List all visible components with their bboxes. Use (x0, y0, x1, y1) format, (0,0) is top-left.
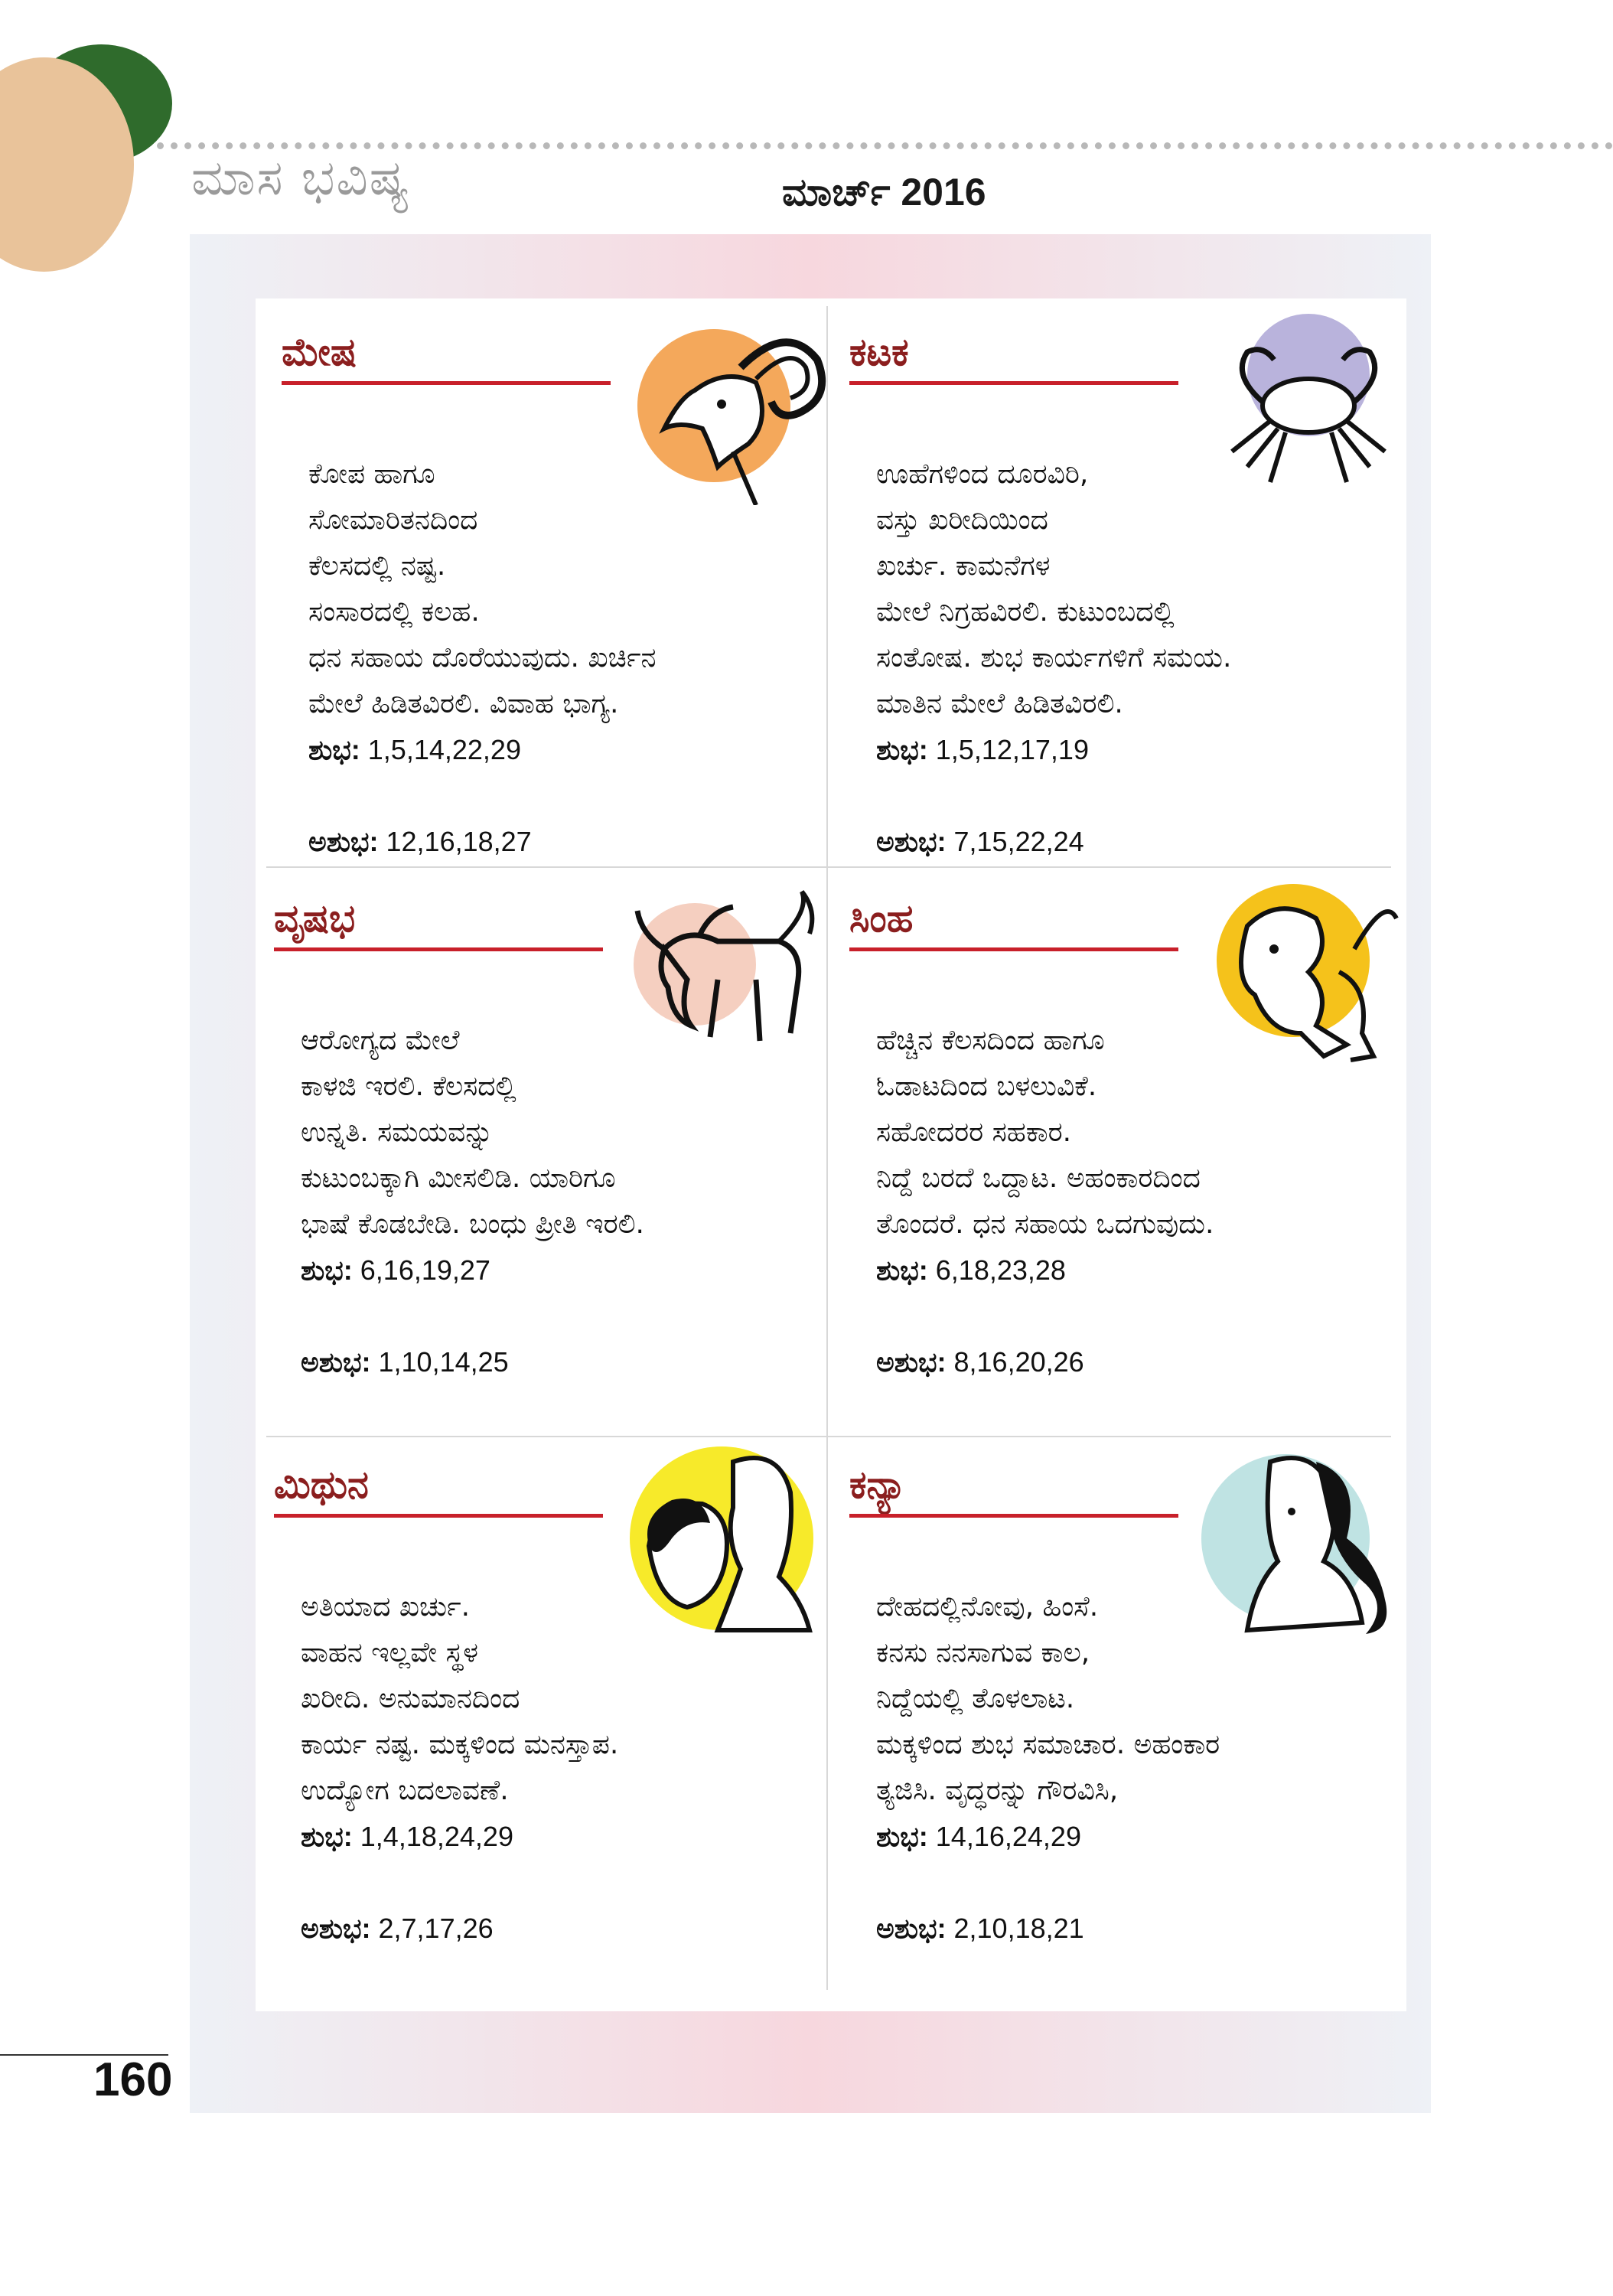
sign-rule (849, 1514, 1178, 1518)
sign-name: ಸಿಂಹ (849, 895, 914, 941)
sign-name: ಕಟಕ (849, 329, 909, 374)
sign-name: ಮೇಷ (282, 329, 357, 374)
sign-rule (274, 947, 603, 951)
sign-card-kanya (849, 1446, 1400, 1944)
good-days: ಶುಭ: 6,16,19,27 (301, 1254, 490, 1286)
prediction-text: ಅತಿಯಾದ ಖರ್ಚು. ವಾಹನ ಇಲ್ಲವೇ ಸ್ಥಳ ಖರೀದಿ. ಅನುಮಾನದಿಂದ ಕಾರ್ಯ ನಷ್ಟ. ಮಕ್ಕಳಿಂದ ಮನಸ್ತಾಪ. ಉದ್ಯೋಗ ಬದಲಾವಣೆ. (301, 1591, 619, 1806)
row-divider (266, 1436, 1391, 1437)
bad-days: ಅಶುಭ: 7,15,22,24 (876, 826, 1084, 857)
good-days: ಶುಭ: 1,5,12,17,19 (876, 734, 1089, 765)
month-title: ಮಾರ್ಚ್ 2016 (782, 171, 986, 214)
sign-card-simha (849, 880, 1400, 1378)
bad-days: ಅಶುಭ: 8,16,20,26 (876, 1346, 1084, 1378)
sign-prediction (301, 1538, 821, 1998)
sign-rule (282, 381, 611, 385)
sign-card-mesha (282, 314, 833, 857)
sign-card-vrushabha (274, 880, 825, 1378)
bad-days: ಅಶುಭ: 12,16,18,27 (308, 826, 532, 857)
bad-days: ಅಶುಭ: 1,10,14,25 (301, 1346, 509, 1378)
sign-rule (849, 381, 1178, 385)
prediction-text: ಊಹೆಗಳಿಂದ ದೂರವಿರಿ, ವಸ್ತು ಖರೀದಿಯಿಂದ ಖರ್ಚು. ಕಾಮನೆಗಳ ಮೇಲೆ ನಿಗ್ರಹವಿರಲಿ. ಕುಟುಂಬದಲ್ಲಿ ಸಂತೋಷ. ಶುಭ ಕಾರ್ಯಗಳಿಗೆ ಸಮಯ. ಮಾತಿನ ಮೇಲೆ ಹಿಡಿತವಿರಲಿ. (876, 458, 1232, 719)
bad-days: ಅಶುಭ: 2,7,17,26 (301, 1913, 494, 1944)
sign-card-kataka (849, 314, 1400, 857)
sign-prediction (876, 1538, 1396, 1998)
sign-prediction (301, 972, 821, 1431)
good-days: ಶುಭ: 1,5,14,22,29 (308, 734, 521, 765)
prediction-text: ಆರೋಗ್ಯದ ಮೇಲೆ ಕಾಳಜಿ ಇರಲಿ. ಕೆಲಸದಲ್ಲಿ ಉನ್ನತಿ. ಸಮಯವನ್ನು ಕುಟುಂಬಕ್ಕಾಗಿ ಮೀಸಲಿಡಿ. ಯಾರಿಗೂ ಭಾಷೆ ಕೊಡಬೇಡಿ. ಬಂಧು ಪ್ರೀತಿ ಇರಲಿ. (301, 1025, 645, 1240)
good-days: ಶುಭ: 1,4,18,24,29 (301, 1821, 513, 1852)
bad-days: ಅಶುಭ: 2,10,18,21 (876, 1913, 1084, 1944)
prediction-text: ಕೋಪ ಹಾಗೂ ಸೋಮಾರಿತನದಿಂದ ಕೆಲಸದಲ್ಲಿ ನಷ್ಟ. ಸಂಸಾರದಲ್ಲಿ ಕಲಹ. ಧನ ಸಹಾಯ ದೊರೆಯುವುದು. ಖರ್ಚಿನ ಮೇಲೆ ಹಿಡಿತವಿರಲಿ. ವಿವಾಹ ಭಾಗ್ಯ. (308, 458, 657, 719)
sign-prediction (876, 406, 1396, 911)
good-days: ಶುಭ: 14,16,24,29 (876, 1821, 1081, 1852)
sign-card-mithuna (274, 1446, 825, 1944)
sign-name: ವೃಷಭ (274, 895, 356, 941)
sign-rule (849, 947, 1178, 951)
page-number: 160 (93, 2053, 173, 2106)
dotted-divider (157, 142, 1613, 149)
sign-prediction (876, 972, 1396, 1431)
prediction-text: ಹೆಚ್ಚಿನ ಕೆಲಸದಿಂದ ಹಾಗೂ ಓಡಾಟದಿಂದ ಬಳಲುವಿಕೆ. ಸಹೋದರರ ಸಹಕಾರ. ನಿದ್ದೆ ಬರದೆ ಒದ್ದಾಟ. ಅಹಂಕಾರದಿಂದ ತೊಂದರೆ. ಧನ ಸಹಾಯ ಒದಗುವುದು. (876, 1025, 1214, 1240)
prediction-text: ದೇಹದಲ್ಲಿನೋವು, ಹಿಂಸೆ. ಕನಸು ನನಸಾಗುವ ಕಾಲ, ನಿದ್ದೆಯಲ್ಲಿ ತೊಳಲಾಟ. ಮಕ್ಕಳಿಂದ ಶುಭ ಸಮಾಚಾರ. ಅಹಂಕಾರ ತ್ಯಜಿಸಿ. ವೃದ್ಧರನ್ನು ಗೌರವಿಸಿ, (876, 1591, 1220, 1806)
section-title: ಮಾಸ ಭವಿಷ್ಯ (191, 150, 412, 207)
sign-rule (274, 1514, 603, 1518)
good-days: ಶುಭ: 6,18,23,28 (876, 1254, 1066, 1286)
sign-name: ಕನ್ಯಾ (849, 1462, 907, 1507)
sign-name: ಮಿಥುನ (274, 1462, 369, 1507)
sign-prediction (308, 406, 829, 911)
